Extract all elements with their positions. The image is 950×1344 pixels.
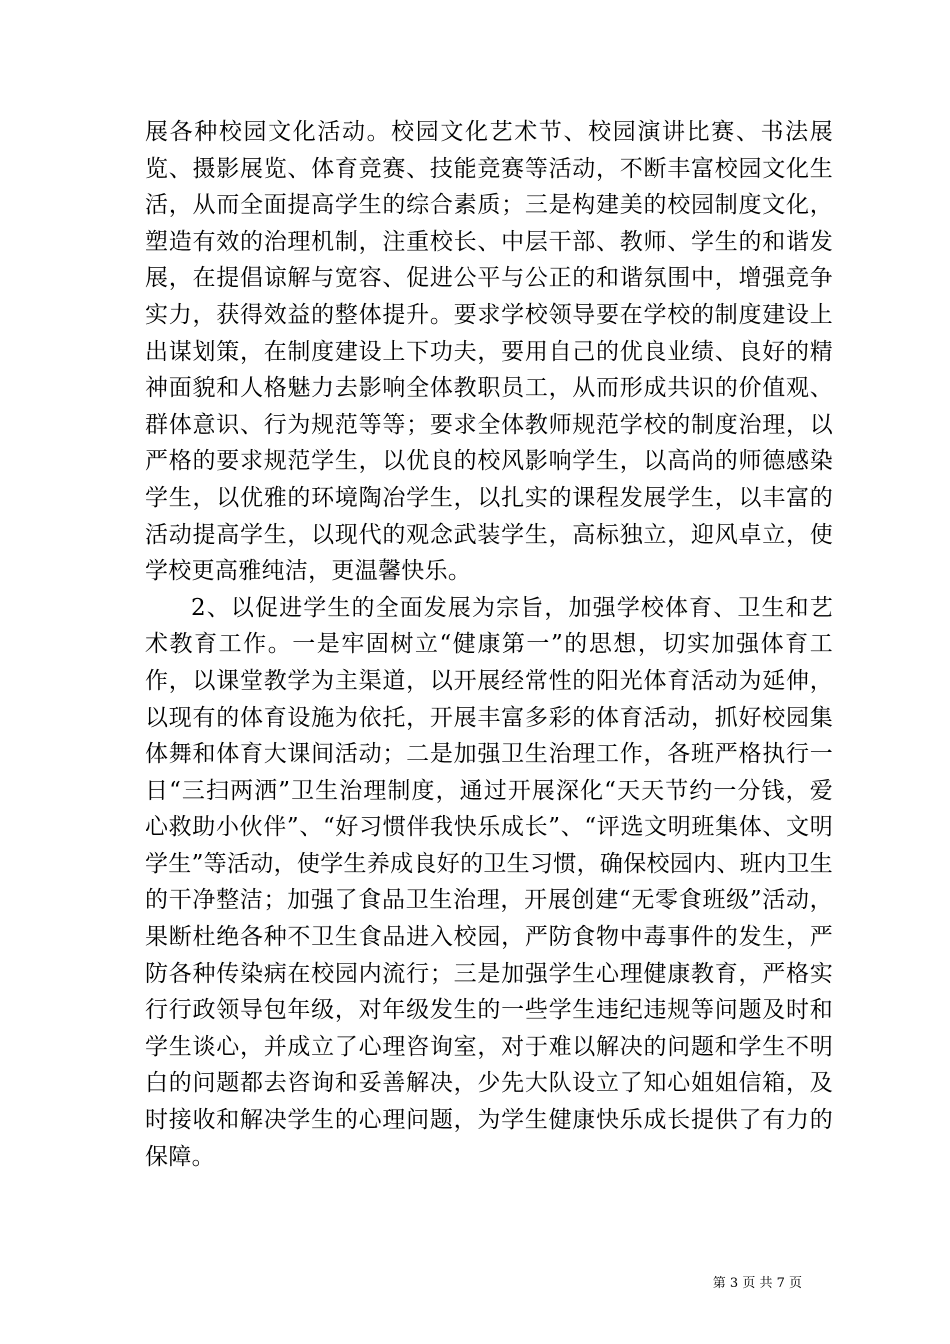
- page-number-footer: 第 3 页 共 7 页: [712, 1276, 802, 1291]
- paragraph-item-2: 2、以促进学生的全面发展为宗旨，加强学校体育、卫生和艺术教育工作。一是牢固树立“健康第一”的思想，切实加强体育工作，以课堂教学为主渠道，以开展经常性的阳光体育活动为延伸，以现有的体育设施为依托，开展丰富多彩的体育活动，抓好校园集体舞和体育大课间活动；二是加强卫生治理工作，各班严格执行一日“三扫两洒”卫生治理制度，通过开展深化“天天节约一分钱，爱心救助小伙伴”、“好习惯伴我快乐成长”、“评选文明班集体、文明学生”等活动，使学生养成良好的卫生习惯，确保校园内、班内卫生的干净整洁；加强了食品卫生治理，开展创建“无零食班级”活动，果断杜绝各种不卫生食品进入校园，严防食物中毒事件的发生，严防各种传染病在校园内流行；三是加强学生心理健康教育，严格实行行政领导包年级，对年级发生的一些学生违纪违规等问题及时和学生谈心，并成立了心理咨询室，对于难以解决的问题和学生不明白的问题都去咨询和妥善解决，少先大队设立了知心姐姐信箱，及时接收和解决学生的心理问题，为学生健康快乐成长提供了有力的保障。: [145, 594, 833, 1170]
- document-body: [145, 114, 833, 1175]
- paragraph-continuation: 展各种校园文化活动。校园文化艺术节、校园演讲比赛、书法展览、摄影展览、体育竞赛、技能竞赛等活动，不断丰富校园文化生活，从而全面提高学生的综合素质；三是构建美的校园制度文化，塑造有效的治理机制，注重校长、中层干部、教师、学生的和谐发展，在提倡谅解与宽容、促进公平与公正的和谐氛围中，增强竞争实力，获得效益的整体提升。要求学校领导要在学校的制度建设上出谋划策，在制度建设上下功夫，要用自己的优良业绩、良好的精神面貌和人格魅力去影响全体教职员工，从而形成共识的价值观、群体意识、行为规范等等；要求全体教师规范学校的制度治理，以严格的要求规范学生，以优良的校风影响学生，以高尚的师德感染学生，以优雅的环境陶冶学生，以扎实的课程发展学生，以丰富的活动提高学生，以现代的观念武装学生，高标独立，迎风卓立，使学校更高雅纯洁，更温馨快乐。: [145, 119, 833, 585]
